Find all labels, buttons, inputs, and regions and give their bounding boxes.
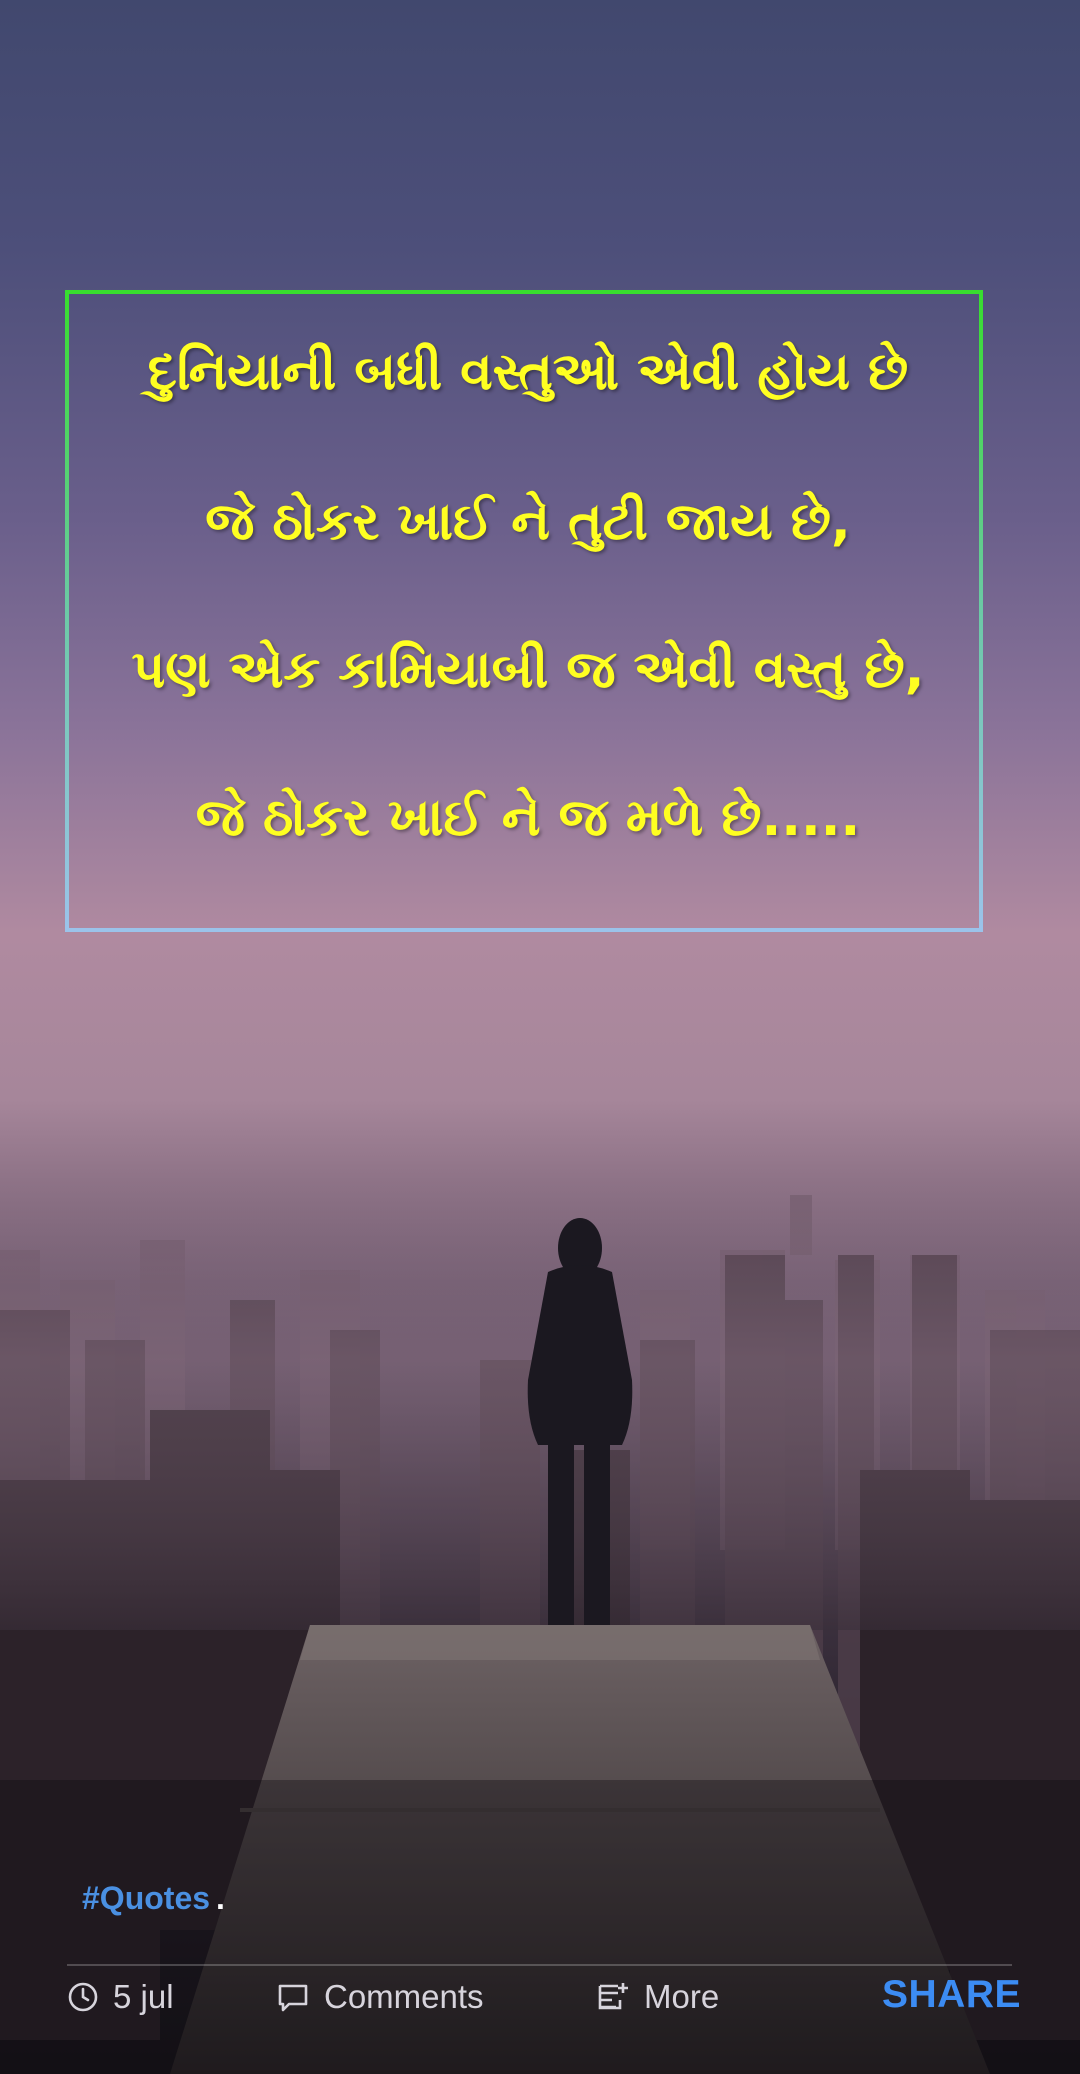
hashtag-quotes-link[interactable]: #Quotes — [82, 1880, 211, 1916]
share-button[interactable]: SHARE — [882, 1973, 1022, 2016]
comment-icon — [276, 1980, 310, 2014]
quote-frame — [65, 290, 983, 932]
post-date-text: 5 jul — [113, 1978, 174, 2015]
quote-line-4: જે ઠોકર ખાઈ ને જ મળે છે..... — [195, 788, 861, 848]
more-label: More — [644, 1978, 720, 2015]
hashtag-row — [82, 1880, 225, 1917]
action-bar-divider — [67, 1964, 1012, 1966]
hashtag-suffix: . — [216, 1880, 225, 1916]
quote-line-2: જે ઠોકર ખાઈ ને તુટી જાય છે, — [205, 492, 851, 552]
note-add-icon — [596, 1980, 630, 2014]
comments-button[interactable] — [276, 1972, 484, 2022]
more-button[interactable] — [596, 1972, 719, 2022]
clock-icon — [67, 1981, 99, 2013]
quote-line-1: દુનિયાની બધી વસ્તુઓ એવી હોય છે — [147, 342, 909, 402]
comments-label: Comments — [324, 1978, 484, 2015]
quote-line-3: પણ એક કામિયાબી જ એવી વસ્તુ છે, — [131, 640, 925, 700]
post-date — [67, 1972, 174, 2022]
